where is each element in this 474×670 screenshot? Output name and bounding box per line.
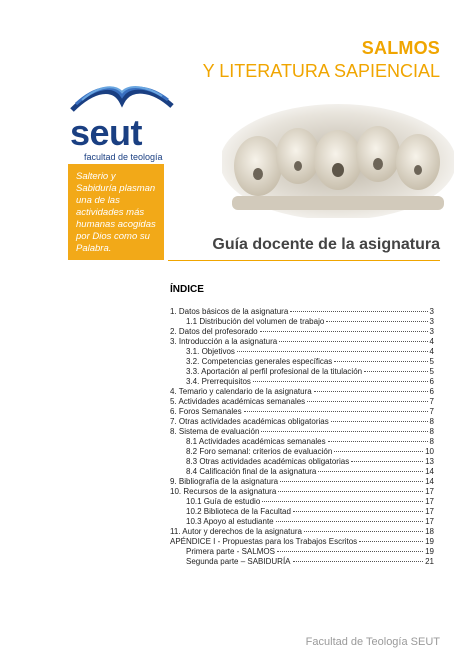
toc-leader-dots: [237, 351, 428, 352]
document-subtitle: Y LITERATURA SAPIENCIAL: [202, 61, 440, 81]
toc-leader-dots: [364, 371, 427, 372]
toc-entry-label: Segunda parte – SABIDURÍA: [186, 557, 291, 566]
toc-entry-page: 4: [429, 337, 434, 346]
toc-entry[interactable]: [170, 487, 434, 497]
toc-entry-page: 3: [429, 317, 434, 326]
footer-text: Facultad de Teología SEUT: [305, 636, 440, 648]
toc-leader-dots: [304, 531, 423, 532]
toc-entry-label: 2. Datos del profesorado: [170, 327, 258, 336]
toc-entry-page: 19: [425, 547, 434, 556]
toc-entry-label: 11. Autor y derechos de la asignatura: [170, 527, 302, 536]
toc-leader-dots: [260, 331, 428, 332]
quote-text: Salterio y Sabiduría plasman una de las actividades más humanas acogidas por Dios como su Palabra.: [76, 171, 156, 254]
document-title: SALMOS: [361, 38, 440, 58]
toc-leader-dots: [244, 411, 428, 412]
toc-leader-dots: [277, 551, 423, 552]
toc-entry-label: 3.2. Competencias generales específicas: [186, 357, 333, 366]
toc-leader-dots: [351, 461, 423, 462]
quote-box: [68, 164, 164, 260]
toc-entry-label: 10.1 Guía de estudio: [186, 497, 261, 506]
toc-entry-label: 9. Bibliografía de la asignatura: [170, 477, 279, 486]
toc-entry-page: 21: [425, 557, 434, 566]
toc-leader-dots: [334, 361, 427, 362]
toc-entry-page: 18: [425, 527, 434, 536]
toc-entry[interactable]: [170, 457, 434, 467]
toc-leader-dots: [253, 381, 428, 382]
toc-entry-page: 5: [429, 367, 434, 376]
toc-entry[interactable]: [170, 547, 434, 557]
toc-leader-dots: [326, 321, 427, 322]
toc-entry[interactable]: [170, 477, 434, 487]
toc-entry-label: 8.4 Calificación final de la asignatura: [186, 467, 317, 476]
toc-entry-page: 13: [425, 457, 434, 466]
toc-entry-label: 4. Temario y calendario de la asignatura: [170, 387, 312, 396]
toc-leader-dots: [307, 401, 427, 402]
toc-entry[interactable]: [170, 337, 434, 347]
toc-entry-page: 8: [429, 417, 434, 426]
toc-entry[interactable]: [170, 327, 434, 337]
toc-entry-page: 5: [429, 357, 434, 366]
toc-entry[interactable]: [170, 467, 434, 477]
toc-entry-label: 7. Otras actividades académicas obligatorias: [170, 417, 329, 426]
toc-entry[interactable]: [170, 397, 434, 407]
toc-entry-label: 10.2 Biblioteca de la Facultad: [186, 507, 291, 516]
toc-entry-page: 8: [429, 437, 434, 446]
toc-entry[interactable]: [170, 437, 434, 447]
toc-entry[interactable]: [170, 557, 434, 567]
toc-entry-label: 8.1 Actividades académicas semanales: [186, 437, 326, 446]
toc-entry-label: 5. Actividades académicas semanales: [170, 397, 306, 406]
toc-leader-dots: [261, 431, 427, 432]
divider: [168, 260, 440, 261]
toc-entry-label: 3.3. Aportación al perfil profesional de la titulación: [186, 367, 363, 376]
toc-entry-page: 3: [429, 327, 434, 336]
toc-entry-page: 19: [425, 537, 434, 546]
toc-entry[interactable]: [170, 357, 434, 367]
toc-leader-dots: [314, 391, 428, 392]
toc-entry[interactable]: [170, 387, 434, 397]
toc-entry-label: 8.2 Foro semanal: criterios de evaluación: [186, 447, 333, 456]
toc-leader-dots: [331, 421, 428, 422]
toc-entry[interactable]: [170, 317, 434, 327]
toc-entry[interactable]: [170, 537, 434, 547]
toc-leader-dots: [280, 481, 423, 482]
toc-entry[interactable]: [170, 497, 434, 507]
toc-entry[interactable]: [170, 367, 434, 377]
toc-entry-page: 17: [425, 497, 434, 506]
toc-entry-page: 14: [425, 477, 434, 486]
guide-title: Guía docente de la asignatura: [212, 236, 440, 253]
toc-entry-label: 8.3 Otras actividades académicas obligatorias: [186, 457, 350, 466]
toc-entry-label: 1. Datos básicos de la asignatura: [170, 307, 289, 316]
toc-entry[interactable]: [170, 347, 434, 357]
toc-leader-dots: [279, 341, 427, 342]
toc-entry-page: 6: [429, 377, 434, 386]
toc-leader-dots: [293, 561, 424, 562]
toc-leader-dots: [290, 311, 427, 312]
table-of-contents: [170, 307, 434, 567]
toc-entry[interactable]: [170, 517, 434, 527]
seut-logo: [66, 82, 176, 164]
toc-leader-dots: [276, 521, 423, 522]
logo-tagline: facultad de teología: [84, 152, 163, 162]
toc-entry-label: 8. Sistema de evaluación: [170, 427, 260, 436]
toc-entry[interactable]: [170, 507, 434, 517]
toc-entry-label: 10. Recursos de la asignatura: [170, 487, 277, 496]
open-book-icon: [66, 82, 176, 116]
toc-entry-label: APÉNDICE I - Propuestas para los Trabajos Escritos: [170, 537, 358, 546]
logo-wordmark: seut: [70, 112, 143, 153]
toc-entry[interactable]: [170, 377, 434, 387]
toc-entry-page: 8: [429, 427, 434, 436]
toc-entry-page: 17: [425, 517, 434, 526]
toc-entry-label: 3.4. Prerrequisitos: [186, 377, 251, 386]
toc-entry[interactable]: [170, 527, 434, 537]
toc-entry-label: 3. Introducción a la asignatura: [170, 337, 278, 346]
toc-entry-page: 3: [429, 307, 434, 316]
toc-entry-page: 7: [429, 407, 434, 416]
toc-entry-page: 6: [429, 387, 434, 396]
toc-entry-page: 17: [425, 507, 434, 516]
toc-entry-label: Primera parte - SALMOS: [186, 547, 275, 556]
toc-entry-page: 10: [425, 447, 434, 456]
toc-entry-page: 14: [425, 467, 434, 476]
toc-entry-page: 7: [429, 397, 434, 406]
toc-entry[interactable]: [170, 307, 434, 317]
toc-entry[interactable]: [170, 447, 434, 457]
toc-leader-dots: [278, 491, 423, 492]
toc-entry-label: 6. Foros Semanales: [170, 407, 242, 416]
toc-entry[interactable]: [170, 427, 434, 437]
toc-entry-label: 1.1 Distribución del volumen de trabajo: [186, 317, 325, 326]
toc-leader-dots: [293, 511, 423, 512]
toc-entry-label: 10.3 Apoyo al estudiante: [186, 517, 274, 526]
toc-entry[interactable]: [170, 407, 434, 417]
toc-entry-page: 17: [425, 487, 434, 496]
toc-entry-label: 3.1. Objetivos: [186, 347, 235, 356]
toc-leader-dots: [328, 441, 428, 442]
toc-leader-dots: [318, 471, 423, 472]
index-heading: ÍNDICE: [170, 284, 204, 295]
sculpture-image: [222, 104, 454, 218]
toc-entry-page: 4: [429, 347, 434, 356]
toc-leader-dots: [334, 451, 423, 452]
toc-leader-dots: [262, 501, 423, 502]
toc-entry[interactable]: [170, 417, 434, 427]
toc-leader-dots: [359, 541, 423, 542]
